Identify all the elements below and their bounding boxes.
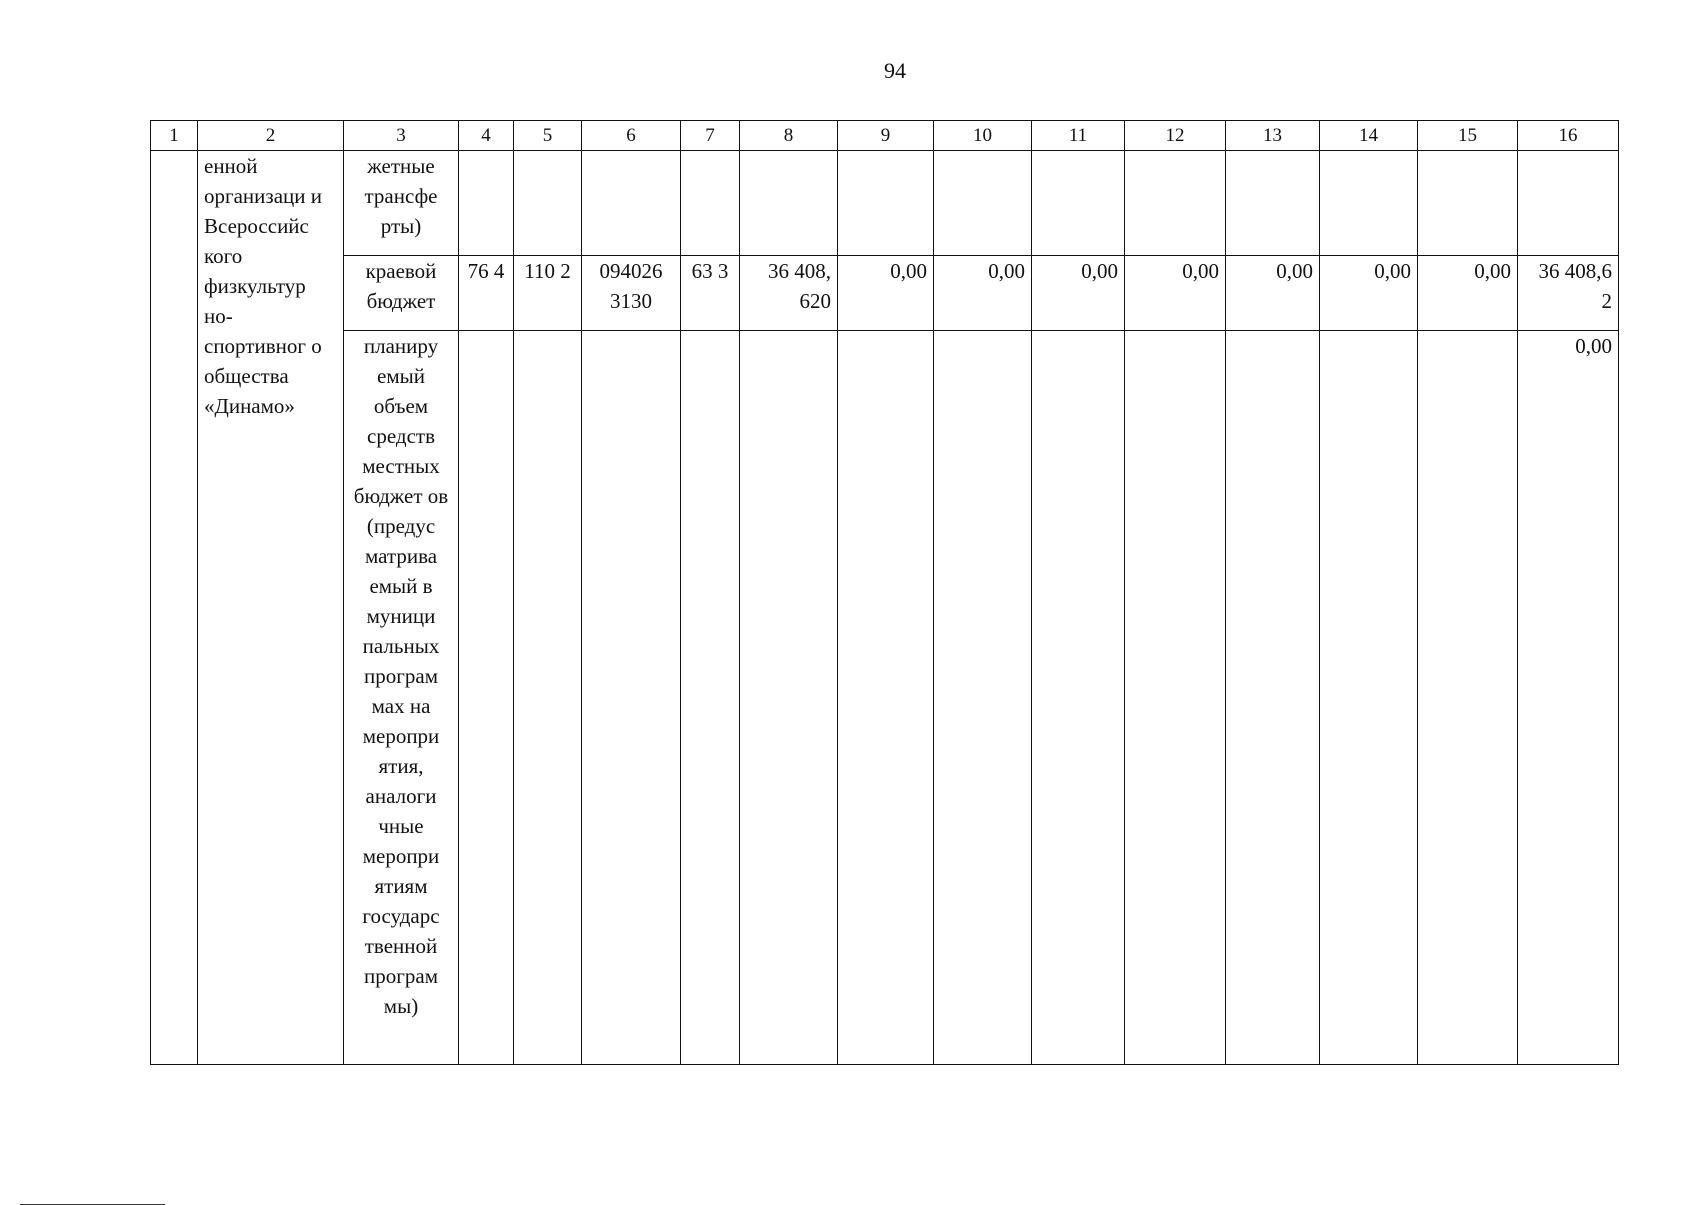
table-cell [740, 331, 838, 1065]
column-number: 13 [1226, 121, 1320, 151]
table-cell [459, 331, 514, 1065]
table-cell [582, 331, 681, 1065]
table-cell [838, 331, 934, 1065]
code-cell: 63 3 [681, 256, 740, 331]
column-number-row [151, 121, 1619, 151]
total-amount-cell: 0,00 [1518, 331, 1619, 1065]
table-cell [1032, 151, 1125, 256]
funding-source-cell: планиру емый объем средств местных бюджет ов (предус матрива емый в муници пальных програм мах на меропри ятия, аналоги чные меропри ятиям государс твенной програм мы) [344, 331, 459, 1065]
table-cell [1320, 151, 1418, 256]
table-cell [838, 151, 934, 256]
column-number: 15 [1418, 121, 1518, 151]
table-cell [582, 151, 681, 256]
row-number-cell [151, 151, 198, 1065]
total-amount-cell: 36 408,6 2 [1518, 256, 1619, 331]
amount-cell: 36 408, 620 [740, 256, 838, 331]
table-row-regional-budget [151, 256, 1619, 331]
column-number: 5 [514, 121, 582, 151]
table-cell [1032, 331, 1125, 1065]
column-number: 8 [740, 121, 838, 151]
code-cell: 76 4 [459, 256, 514, 331]
page-number: 94 [884, 58, 906, 83]
table-cell [681, 151, 740, 256]
column-number: 12 [1125, 121, 1226, 151]
table-row-local-budget [151, 331, 1619, 1065]
table-cell [934, 151, 1032, 256]
column-number: 4 [459, 121, 514, 151]
code-cell: 110 2 [514, 256, 582, 331]
budget-table [150, 120, 1619, 1065]
amount-cell: 0,00 [1418, 256, 1518, 331]
column-number: 1 [151, 121, 198, 151]
table-row-transfers [151, 151, 1619, 256]
amount-cell: 0,00 [838, 256, 934, 331]
column-number: 9 [838, 121, 934, 151]
table-cell [681, 331, 740, 1065]
column-number: 14 [1320, 121, 1418, 151]
column-number: 11 [1032, 121, 1125, 151]
organization-name-cell: енной организаци и Всероссийс кого физкультур но- спортивног о общества «Динамо» [198, 151, 344, 1065]
table-cell [1518, 151, 1619, 256]
amount-cell: 0,00 [1320, 256, 1418, 331]
amount-cell: 0,00 [1032, 256, 1125, 331]
table-cell [1320, 331, 1418, 1065]
table-cell [1125, 331, 1226, 1065]
amount-cell: 0,00 [934, 256, 1032, 331]
column-number: 6 [582, 121, 681, 151]
table-cell [934, 331, 1032, 1065]
column-number: 10 [934, 121, 1032, 151]
amount-cell: 0,00 [1226, 256, 1320, 331]
code-cell: 094026 3130 [582, 256, 681, 331]
table-cell [514, 151, 582, 256]
table-cell [514, 331, 582, 1065]
table-cell [740, 151, 838, 256]
table-cell [1226, 331, 1320, 1065]
table-cell [459, 151, 514, 256]
funding-source-cell: краевой бюджет [344, 256, 459, 331]
column-number: 16 [1518, 121, 1619, 151]
funding-source-cell: жетные трансфе рты) [344, 151, 459, 256]
table-cell [1125, 151, 1226, 256]
column-number: 2 [198, 121, 344, 151]
table-cell [1226, 151, 1320, 256]
amount-cell: 0,00 [1125, 256, 1226, 331]
column-number: 7 [681, 121, 740, 151]
table-cell [1418, 331, 1518, 1065]
table-cell [1418, 151, 1518, 256]
column-number: 3 [344, 121, 459, 151]
